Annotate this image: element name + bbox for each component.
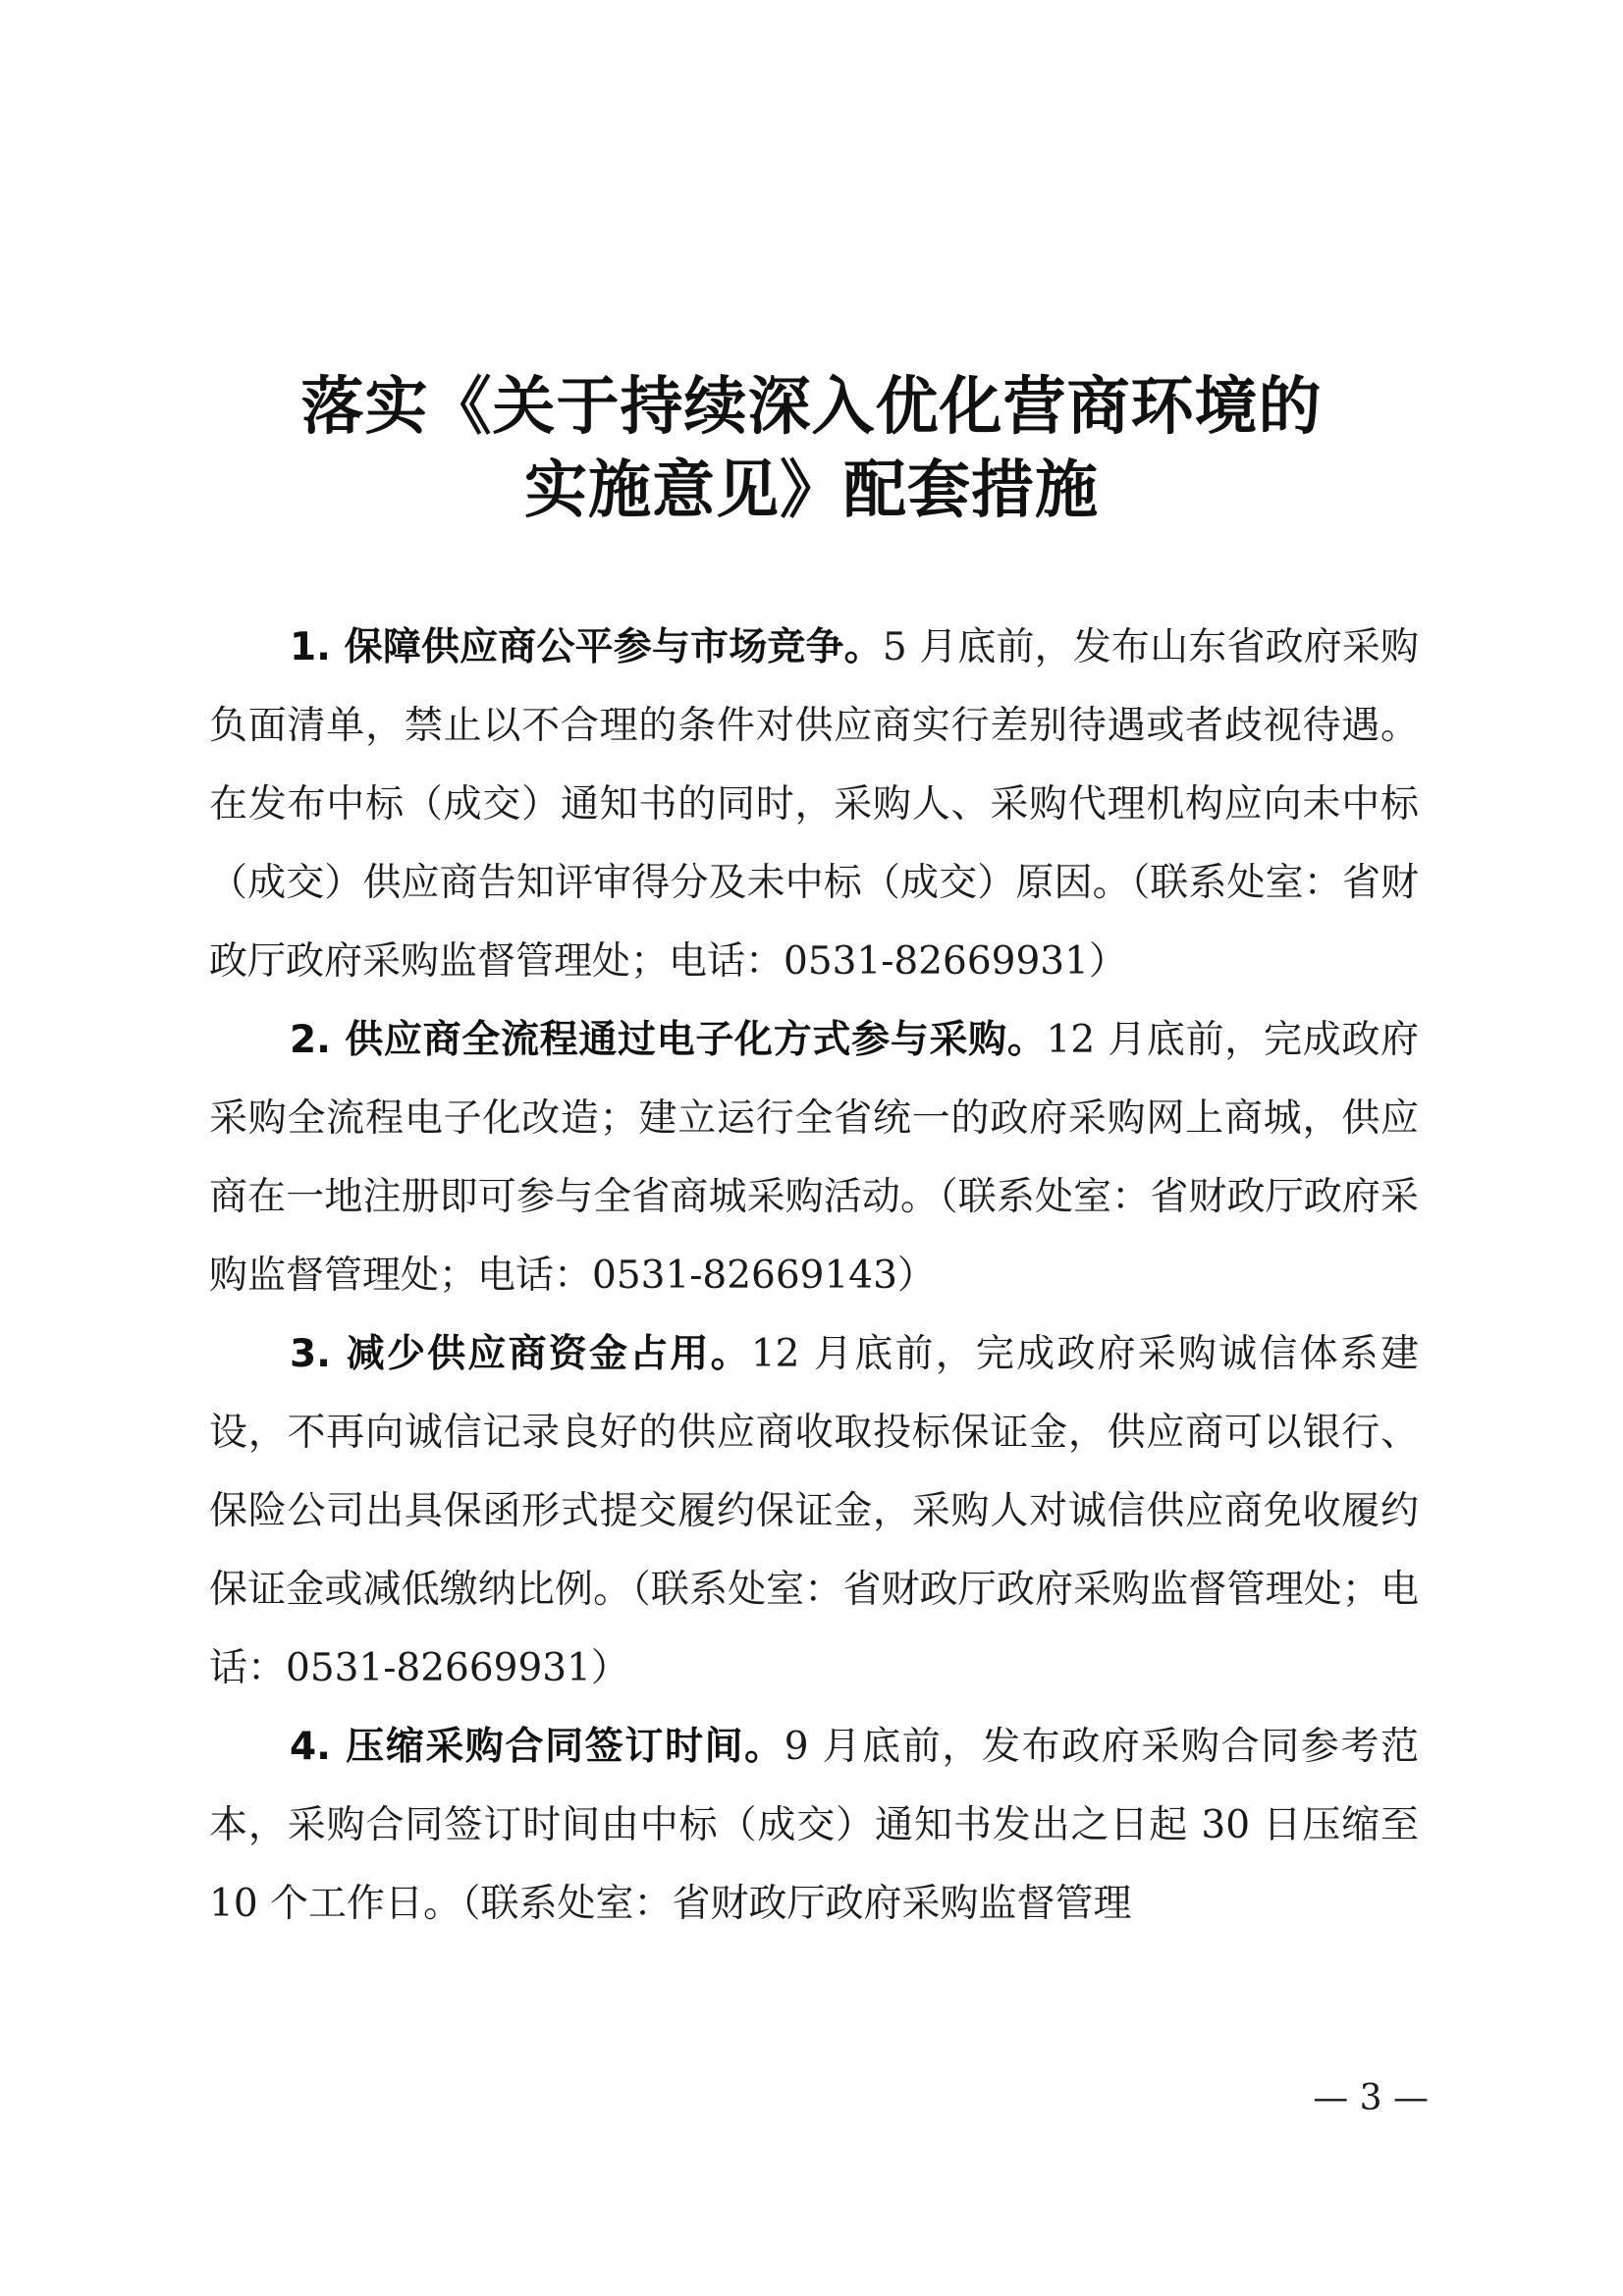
paragraph-1-heading: 1. 保障供应商公平参与市场竞争。: [290, 625, 883, 669]
paragraph-3-heading: 3. 减少供应商资金占用。: [290, 1332, 751, 1376]
paragraph-4-body: 9 月底前，发布政府采购合同参考范本，采购合同签订时间由中标（成交）通知书发出之日起 30 日压缩至 10 个工作日。（联系处室：省财政厅政府采购监督管理: [209, 1725, 1420, 1926]
page-number: — 3 —: [1313, 2078, 1429, 2118]
paragraph-3: [209, 1315, 1419, 1708]
document-title-line-1: 落实《关于持续深入优化营商环境的: [300, 370, 1323, 444]
paragraph-4-heading: 4. 压缩采购合同签订时间。: [290, 1725, 784, 1769]
paragraph-3-body: 12 月底前，完成政府采购诚信体系建设，不再向诚信记录良好的供应商收取投标保证金，供应商可以银行、保险公司出具保函形式提交履约保证金，采购人对诚信供应商免收履约保证金或减低缴纳比例。（联系处室：省财政厅政府采购监督管理处；电话：0531-82669931）: [209, 1332, 1420, 1690]
paragraph-2: [209, 1001, 1419, 1315]
paragraph-4: [209, 1708, 1419, 1944]
paragraph-1: [209, 609, 1419, 1001]
paragraph-2-heading: 2. 供应商全流程通过电子化方式参与采购。: [290, 1018, 1047, 1062]
paragraph-1-body: 5 月底前，发布山东省政府采购负面清单，禁止以不合理的条件对供应商实行差别待遇或者歧视待遇。在发布中标（成交）通知书的同时，采购人、采购代理机构应向未中标（成交）供应商告知评审得分及未中标（成交）原因。（联系处室：省财政厅政府采购监督管理处；电话：0531-82669931）: [209, 625, 1419, 984]
document-title-line-2: 实施意见》配套措施: [524, 454, 1099, 527]
document-body: [209, 609, 1419, 1944]
paragraph-2-body: 12 月底前，完成政府采购全流程电子化改造；建立运行全省统一的政府采购网上商城，供应商在一地注册即可参与全省商城采购活动。（联系处室：省财政厅政府采购监督管理处；电话：0531-82669143）: [209, 1018, 1420, 1298]
